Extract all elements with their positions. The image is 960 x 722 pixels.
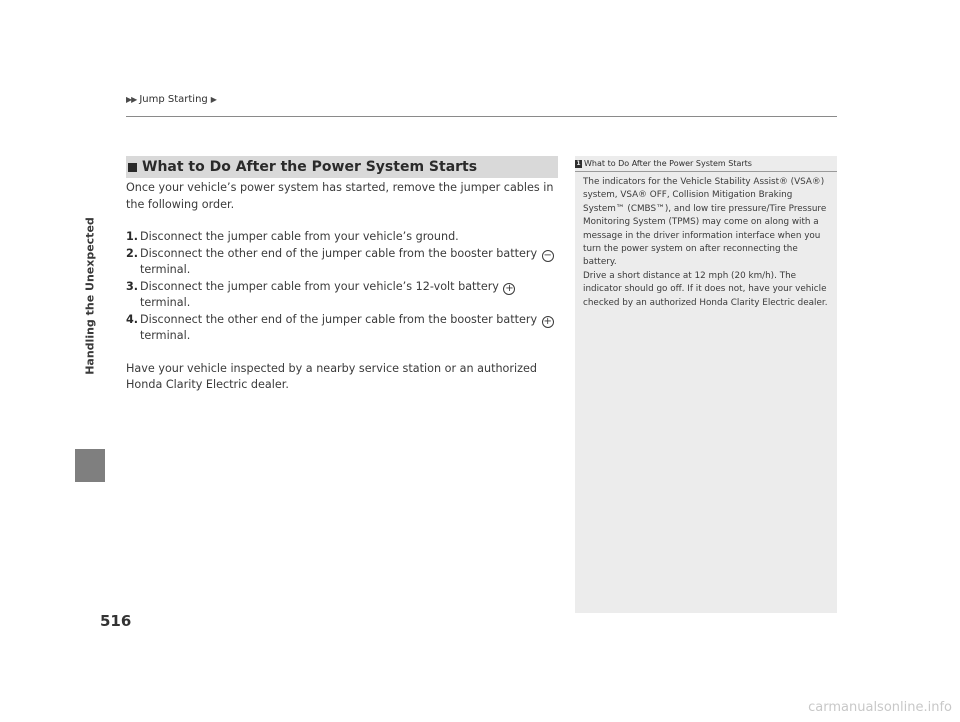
negative-terminal-icon: −: [543, 249, 552, 261]
step-4: [126, 312, 556, 345]
step-number: 4.: [126, 312, 139, 326]
sidebar-title: [575, 156, 837, 172]
step-1: [126, 229, 556, 246]
step-text: Disconnect the other end of the jumper cable from the booster battery: [140, 246, 541, 260]
section-heading-text: What to Do After the Power System Starts: [142, 159, 478, 175]
sidebar-title-text: What to Do After the Power System Starts: [584, 158, 752, 168]
positive-terminal-icon: +: [543, 315, 552, 327]
step-text-end: terminal.: [140, 296, 191, 309]
step-number: 3.: [126, 279, 139, 293]
step-2: [126, 246, 556, 279]
sidebar-body: [583, 176, 833, 310]
reference-mark-icon: 1: [576, 159, 581, 167]
step-text-end: terminal.: [140, 263, 191, 276]
step-text: Disconnect the jumper cable from your vehicle’s ground.: [140, 230, 459, 243]
step-number: 1.: [126, 230, 139, 243]
chapter-tab-marker: [75, 449, 105, 482]
breadcrumb-arrows-icon: ▶▶: [126, 95, 137, 104]
chapter-label: Handling the Unexpected: [83, 217, 97, 375]
breadcrumb-arrow-icon: ▶: [210, 95, 216, 104]
step-number: 2.: [126, 246, 139, 260]
breadcrumb-link-jump-starting[interactable]: Jump Starting: [139, 94, 208, 105]
header-divider: [126, 116, 837, 117]
sidebar-paragraph-2: Drive a short distance at 12 mph (20 km/h). The indicator should go off. If it does not, have your vehicle checked by an authorized Honda Clarity Electric dealer.: [583, 270, 828, 308]
step-3: [126, 279, 556, 312]
step-text-end: terminal.: [140, 329, 191, 342]
section-heading: [126, 156, 558, 178]
watermark: carmanualsonline.info: [808, 700, 952, 715]
heading-square-icon: [128, 163, 137, 172]
intro-paragraph: Once your vehicle’s power system has started, remove the jumper cables in the following order.: [126, 181, 554, 211]
steps-list: [126, 229, 556, 345]
page-number: 516: [100, 612, 132, 630]
main-content: [126, 180, 556, 394]
positive-terminal-icon: +: [505, 282, 514, 294]
step-text: Disconnect the jumper cable from your vehicle’s 12-volt battery: [140, 279, 503, 293]
notes-sidebar: [575, 156, 837, 613]
sidebar-paragraph-1: The indicators for the Vehicle Stability Assist® (VSA®) system, VSA® OFF, Collision Mitigation Braking System™ (CMBS™), and low tire pressure/Tire Pressure Monitoring System (TPMS) may come on along with a message in the driver information interface when you turn the power system on after reconnecting the battery.: [583, 177, 827, 268]
breadcrumb: [126, 94, 216, 105]
step-text: Disconnect the other end of the jumper cable from the booster battery: [140, 312, 541, 326]
closing-paragraph: Have your vehicle inspected by a nearby service station or an authorized Honda Clarity Electric dealer.: [126, 361, 537, 391]
